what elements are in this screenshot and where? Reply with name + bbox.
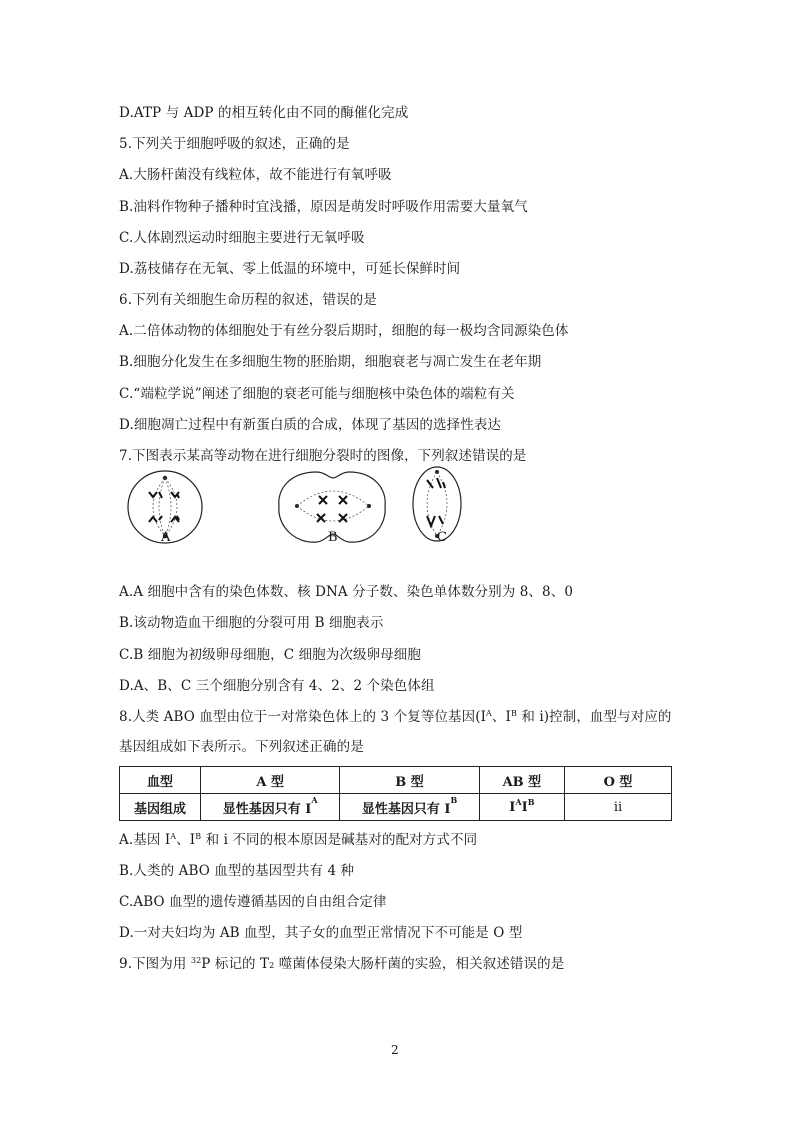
- table-cell: 血型: [120, 767, 201, 794]
- question-6-stem: 6.下列有关细胞生命历程的叙述，错误的是: [119, 292, 377, 308]
- q8-option-a: A.基因 $I^A$、$I^B$ 和 i 不同的根本原因是碱基对的配对方式不同: [119, 832, 478, 848]
- blood-type-table: [119, 766, 672, 821]
- q6-option-c: C.“端粒学说”阐述了细胞的衰老可能与细胞核中染色体的端粒有关: [119, 386, 515, 402]
- q6-option-d: D.细胞凋亡过程中有新蛋白质的合成，体现了基因的选择性表达: [119, 417, 502, 433]
- q5-option-b: B.油料作物种子播种时宜浅播，原因是萌发时呼吸作用需要大量氧气: [119, 199, 528, 215]
- question-7-stem: 7.下图表示某高等动物在进行细胞分裂时的图像，下列叙述错误的是: [119, 448, 527, 464]
- line-option-d-atp: D.ATP 与 ADP 的相互转化由不同的酶催化完成: [119, 105, 409, 121]
- q7-option-a: A.A 细胞中含有的染色体数、核 DNA 分子数、染色单体数分别为 8、8、0: [119, 584, 574, 600]
- q5-option-a: A.大肠杆菌没有线粒体，故不能进行有氧呼吸: [119, 167, 392, 183]
- table-cell: 显性基因只有 $I^A$: [201, 794, 340, 821]
- q7-option-c: C.B 细胞为初级卵母细胞，C 细胞为次级卵母细胞: [119, 647, 421, 663]
- q5-option-c: C.人体剧烈运动时细胞主要进行无氧呼吸: [119, 230, 365, 246]
- table-cell: 显性基因只有 $I^B$: [340, 794, 479, 821]
- table-cell: A 型: [201, 767, 340, 794]
- q8-option-b: B.人类的 ABO 血型的基因型共有 4 种: [119, 863, 355, 879]
- cell-label-c: C: [437, 530, 447, 545]
- q7-option-d: D.A、B、C 三个细胞分别含有 4、2、2 个染色体组: [119, 678, 435, 694]
- table-cell: $I^AI^B$: [479, 794, 564, 821]
- page-number: 2: [391, 1043, 399, 1057]
- table-cell: 基因组成: [120, 794, 201, 821]
- question-9-stem: 9.下图为用 $^{32}$P 标记的 $T_2$ 噬菌体侵染大肠杆菌的实验，相关叙述错误的是: [119, 956, 565, 972]
- table-row: [120, 767, 672, 794]
- table-cell: B 型: [340, 767, 479, 794]
- table-cell: ii: [565, 794, 672, 821]
- question-8-stem-line1: 8.人类 ABO 血型由位于一对常染色体上的 3 个复等位基因($I^A$、$I^B$ 和 i)控制，血型与对应的: [119, 709, 672, 725]
- q7-option-b: B.该动物造血干细胞的分裂可用 B 细胞表示: [119, 615, 384, 631]
- table-cell: O 型: [565, 767, 672, 794]
- q8-option-c: C.ABO 血型的遗传遵循基因的自由组合定律: [119, 894, 387, 910]
- table-cell: AB 型: [479, 767, 564, 794]
- cell-label-a: A: [161, 530, 171, 545]
- q5-option-d: D.荔枝储存在无氧、零上低温的环境中，可延长保鲜时间: [119, 261, 461, 277]
- table-row: [120, 794, 672, 821]
- cell-label-b: B: [328, 530, 338, 545]
- q6-option-b: B.细胞分化发生在多细胞生物的胚胎期，细胞衰老与凋亡发生在老年期: [119, 354, 542, 370]
- q8-option-d: D.一对夫妇均为 AB 血型，其子女的血型正常情况下不可能是 O 型: [119, 925, 523, 941]
- question-5-stem: 5.下列关于细胞呼吸的叙述，正确的是: [119, 136, 350, 152]
- question-8-stem-line2: 基因组成如下表所示。下列叙述正确的是: [119, 739, 364, 755]
- q6-option-a: A.二倍体动物的体细胞处于有丝分裂后期时，细胞的每一极均含同源染色体: [119, 323, 569, 339]
